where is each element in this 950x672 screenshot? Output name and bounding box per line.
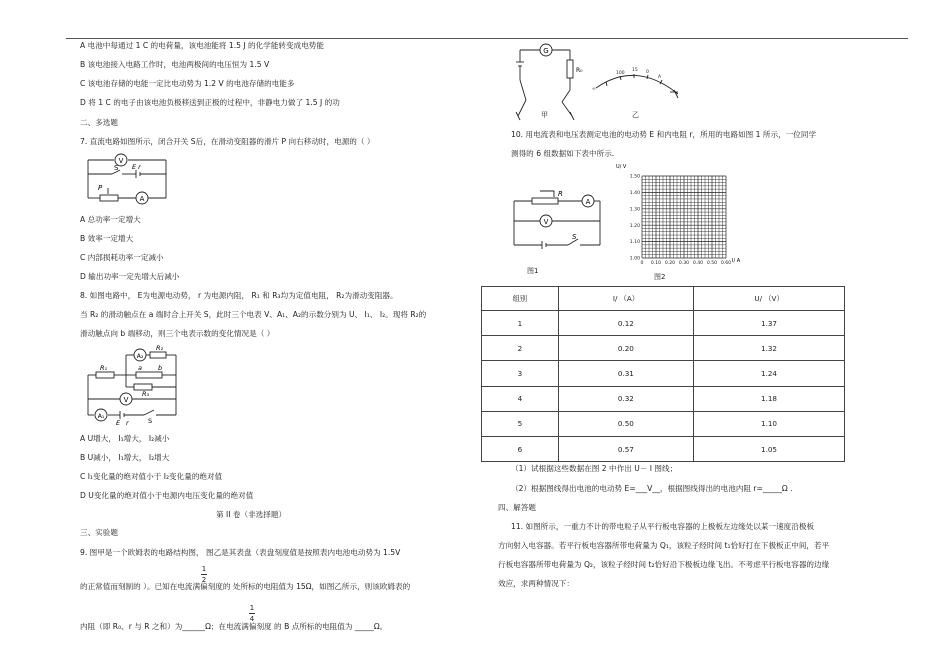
q11-line-3: 行板电容器所带电荷量为 Q₂，该粒子经时间 t₂恰好沿下极板边缘飞出。不考虑平行板电容器的边缘 xyxy=(498,560,830,569)
svg-text:100: 100 xyxy=(616,71,625,76)
x-tick-label: 0.20 xyxy=(664,261,676,266)
table-row xyxy=(482,386,845,411)
fraction-bar xyxy=(249,613,255,614)
q7-slider-label: P xyxy=(98,184,103,192)
q8-switch-label: S xyxy=(148,417,153,425)
q10-line-1: 10. 用电流表和电压表测定电池的电动势 E 和内电阻 r，所用的电路如图 1 所示，一位同学 xyxy=(511,130,817,139)
q9-jia-caption: 甲 xyxy=(541,111,548,119)
q7-stem: 7. 直流电路如图所示，闭合开关 S后，在滑动变阻器的滑片 P 向右移动时，电源的（ ） xyxy=(80,137,375,146)
table-row xyxy=(482,336,845,361)
q9-quarter-denominator: 4 xyxy=(249,615,255,623)
q11-line-4: 效应，求两种情况下： xyxy=(498,579,574,588)
table-cell: 0.20 xyxy=(558,336,693,361)
table-cell: 1.05 xyxy=(694,436,845,461)
q8-option-d: D U变化量的绝对值小于电源内电压变化量的绝对值 xyxy=(80,491,254,500)
q10-ammeter-label: A xyxy=(585,198,591,206)
q7-option-b: B 效率一定增大 xyxy=(80,234,134,243)
table-cell: 3 xyxy=(482,361,559,386)
q9-half-denominator: 2 xyxy=(201,576,207,584)
q8-circuit-diagram xyxy=(86,345,186,425)
q8-stem-line-1: 8. 如图电路中， E为电源电动势， r 为电源内阻， R₁ 和 R₃均为定值电阻， R₂为滑动变阻器。 xyxy=(80,291,398,300)
q7-ammeter-label: A xyxy=(139,195,145,203)
table-row xyxy=(482,311,845,336)
x-tick-label: 0.40 xyxy=(692,261,704,266)
table-cell: 5 xyxy=(482,411,559,436)
table-cell: 1.18 xyxy=(694,386,845,411)
table-cell: 4 xyxy=(482,386,559,411)
q10-switch-label: S xyxy=(572,233,577,241)
table-cell: 组别 xyxy=(482,287,559,311)
table-row xyxy=(482,436,845,461)
q10-circuit-fig1 xyxy=(512,185,604,265)
q10-graph-fig2 xyxy=(614,160,744,280)
svg-text:∞: ∞ xyxy=(592,87,596,92)
y-tick-label: 1.20 xyxy=(629,223,640,229)
q10-fig1-caption: 图1 xyxy=(527,267,539,275)
q9-quarter-numerator: 1 xyxy=(249,604,255,612)
q6-option-b: B 该电池接入电路工作时，电池两极间的电压恒为 1.5 V xyxy=(80,60,270,69)
part2-title: 第 II 卷（非选择题） xyxy=(216,510,287,519)
q8-r1-label: R₁ xyxy=(100,364,108,372)
table-cell: 1 xyxy=(482,311,559,336)
y-tick-label: 1.50 xyxy=(629,174,640,180)
q10-line-2: 测得的 6 组数据如下表中所示. xyxy=(511,149,615,158)
q8-r2-label: R₂ xyxy=(156,345,164,352)
q6-option-c: C 该电池存储的电能一定比电动势为 1.2 V 的电池存储的电能多 xyxy=(80,79,295,88)
q7-option-a: A 总功率一定增大 xyxy=(80,215,141,224)
q9-figure-yi-dial xyxy=(590,64,684,104)
q7-voltmeter-label: V xyxy=(118,157,124,165)
graph-y-axis-label: U/ V xyxy=(616,164,627,170)
svg-text:A: A xyxy=(658,75,662,80)
q9-r0-label: R₀ xyxy=(576,67,583,74)
q8-ammeter-a2-label: A₂ xyxy=(136,353,144,360)
q8-r-label: r xyxy=(126,419,129,425)
q8-a-label: a xyxy=(138,364,142,372)
table-cell: 0.31 xyxy=(558,361,693,386)
x-tick-label: 0.30 xyxy=(678,261,690,266)
table-cell: I/ （A） xyxy=(558,287,693,311)
q7-source-label: E r xyxy=(132,163,141,171)
q8-option-c: C I₁变化量的绝对值小于 I₂变化量的绝对值 xyxy=(80,472,223,481)
y-tick-label: 1.10 xyxy=(629,240,640,246)
q10-voltmeter-label: V xyxy=(543,218,549,226)
x-tick-label: 0.60 xyxy=(720,261,732,266)
q9-yi-caption: 乙 xyxy=(632,111,639,119)
table-header-row xyxy=(482,287,845,311)
q8-option-a: A U增大， I₁增大， I₂减小 xyxy=(80,434,170,443)
q10-sub-2: （2）根据图线得出电池的电动势 E=___V__，根据图线得出的电池内阻 r=_____Ω . xyxy=(511,484,793,493)
table-cell: 1.37 xyxy=(694,311,845,336)
table-cell: 2 xyxy=(482,336,559,361)
x-tick-label: 0.50 xyxy=(706,261,718,266)
header-rule xyxy=(66,38,908,39)
table-cell: 1.32 xyxy=(694,336,845,361)
y-tick-label: 1.40 xyxy=(629,191,640,196)
table-cell: 0.12 xyxy=(558,311,693,336)
x-tick-label: 0 xyxy=(640,261,644,266)
y-tick-label: 1.00 xyxy=(629,256,640,262)
q10-fig2-caption: 图2 xyxy=(654,273,666,281)
x-tick-label: 0.10 xyxy=(650,261,662,266)
fraction-bar xyxy=(201,574,207,575)
svg-text:0: 0 xyxy=(646,70,649,75)
q11-line-2: 方向射入电容器。若平行板电容器所带电荷量为 Q₁，该粒子经时间 t₁恰好打在下极板正中间，若平 xyxy=(498,541,830,550)
q7-option-d: D 输出功率一定先增大后减小 xyxy=(80,272,180,281)
q9-fraction-quarter xyxy=(249,604,255,623)
q8-e-label: E xyxy=(116,419,121,425)
q11-line-1: 11. 如图所示，一重力不计的带电粒子从平行板电容器的上极板左边缘处以某一速度沿极板 xyxy=(511,522,815,531)
q8-stem-line-2: 当 R₂ 的滑动触点在 a 端时合上开关 S，此时三个电表 V、A₁、A₂的示数分别为 U、 I₁、 I₂。现将 R₂的 xyxy=(80,310,427,319)
section-answer: 四、解答题 xyxy=(498,503,536,512)
q8-stem-line-3: 滑动触点向 b 端移动，则三个电表示数的变化情况是（ ） xyxy=(80,329,275,338)
section-multi-choice: 二、多选题 xyxy=(80,118,118,127)
q8-ammeter-a1-label: A₁ xyxy=(97,413,105,420)
q8-voltmeter-label: V xyxy=(123,396,129,404)
y-tick-label: 1.30 xyxy=(629,207,640,213)
table-cell: 1.24 xyxy=(694,361,845,386)
q9-line-3: 内阻（即 R₀、r 与 R 之和）为______Ω；在电流满偏刻度 的 B 点所标的电阻值为 _____Ω。 xyxy=(80,622,388,631)
q6-option-a: A 电池中每通过 1 C 的电荷量，该电池能将 1.5 J 的化学能转变成电势能 xyxy=(80,41,324,50)
q9-galvanometer-label: G xyxy=(543,47,549,55)
q9-line-2: 的正常值而刻制的 ）。已知在电流满偏刻度的 处所标的电阻值为 15Ω，如图乙所示，则该欧姆表的 xyxy=(80,582,411,591)
q10-data-table xyxy=(481,286,845,462)
table-cell: 0.32 xyxy=(558,386,693,411)
q7-circuit-diagram xyxy=(86,150,168,206)
table-row xyxy=(482,361,845,386)
q6-option-d: D 将 1 C 的电子由该电池负极移送到正极的过程中，非静电力做了 1.5 J 的功 xyxy=(80,98,340,107)
section-experiment: 三、实验题 xyxy=(80,528,118,537)
q9-line-1: 9. 图甲是一个欧姆表的电路结构图， 图乙是其表盘（表盘刻度值是按照表内电池电动势为 1.5V xyxy=(80,548,401,557)
q8-r3-label: R₃ xyxy=(142,390,150,398)
table-cell: 6 xyxy=(482,436,559,461)
q8-option-b: B U减小， I₁增大， I₂增大 xyxy=(80,453,170,462)
q8-b-label: b xyxy=(158,364,163,372)
q9-half-numerator: 1 xyxy=(201,565,207,573)
q7-switch-label: S xyxy=(114,164,119,172)
q10-r-label: R xyxy=(558,190,563,198)
table-cell: 0.50 xyxy=(558,411,693,436)
table-row xyxy=(482,411,845,436)
svg-text:15: 15 xyxy=(632,68,638,73)
q7-option-c: C 内部损耗功率一定减小 xyxy=(80,253,164,262)
table-cell: 0.57 xyxy=(558,436,693,461)
table-cell: U/ （V） xyxy=(694,287,845,311)
q10-sub-1: （1）试根据这些数据在图 2 中作出 U－ I 图线； xyxy=(511,464,678,473)
table-cell: 1.10 xyxy=(694,411,845,436)
graph-x-axis-label: I/ A xyxy=(732,258,741,264)
